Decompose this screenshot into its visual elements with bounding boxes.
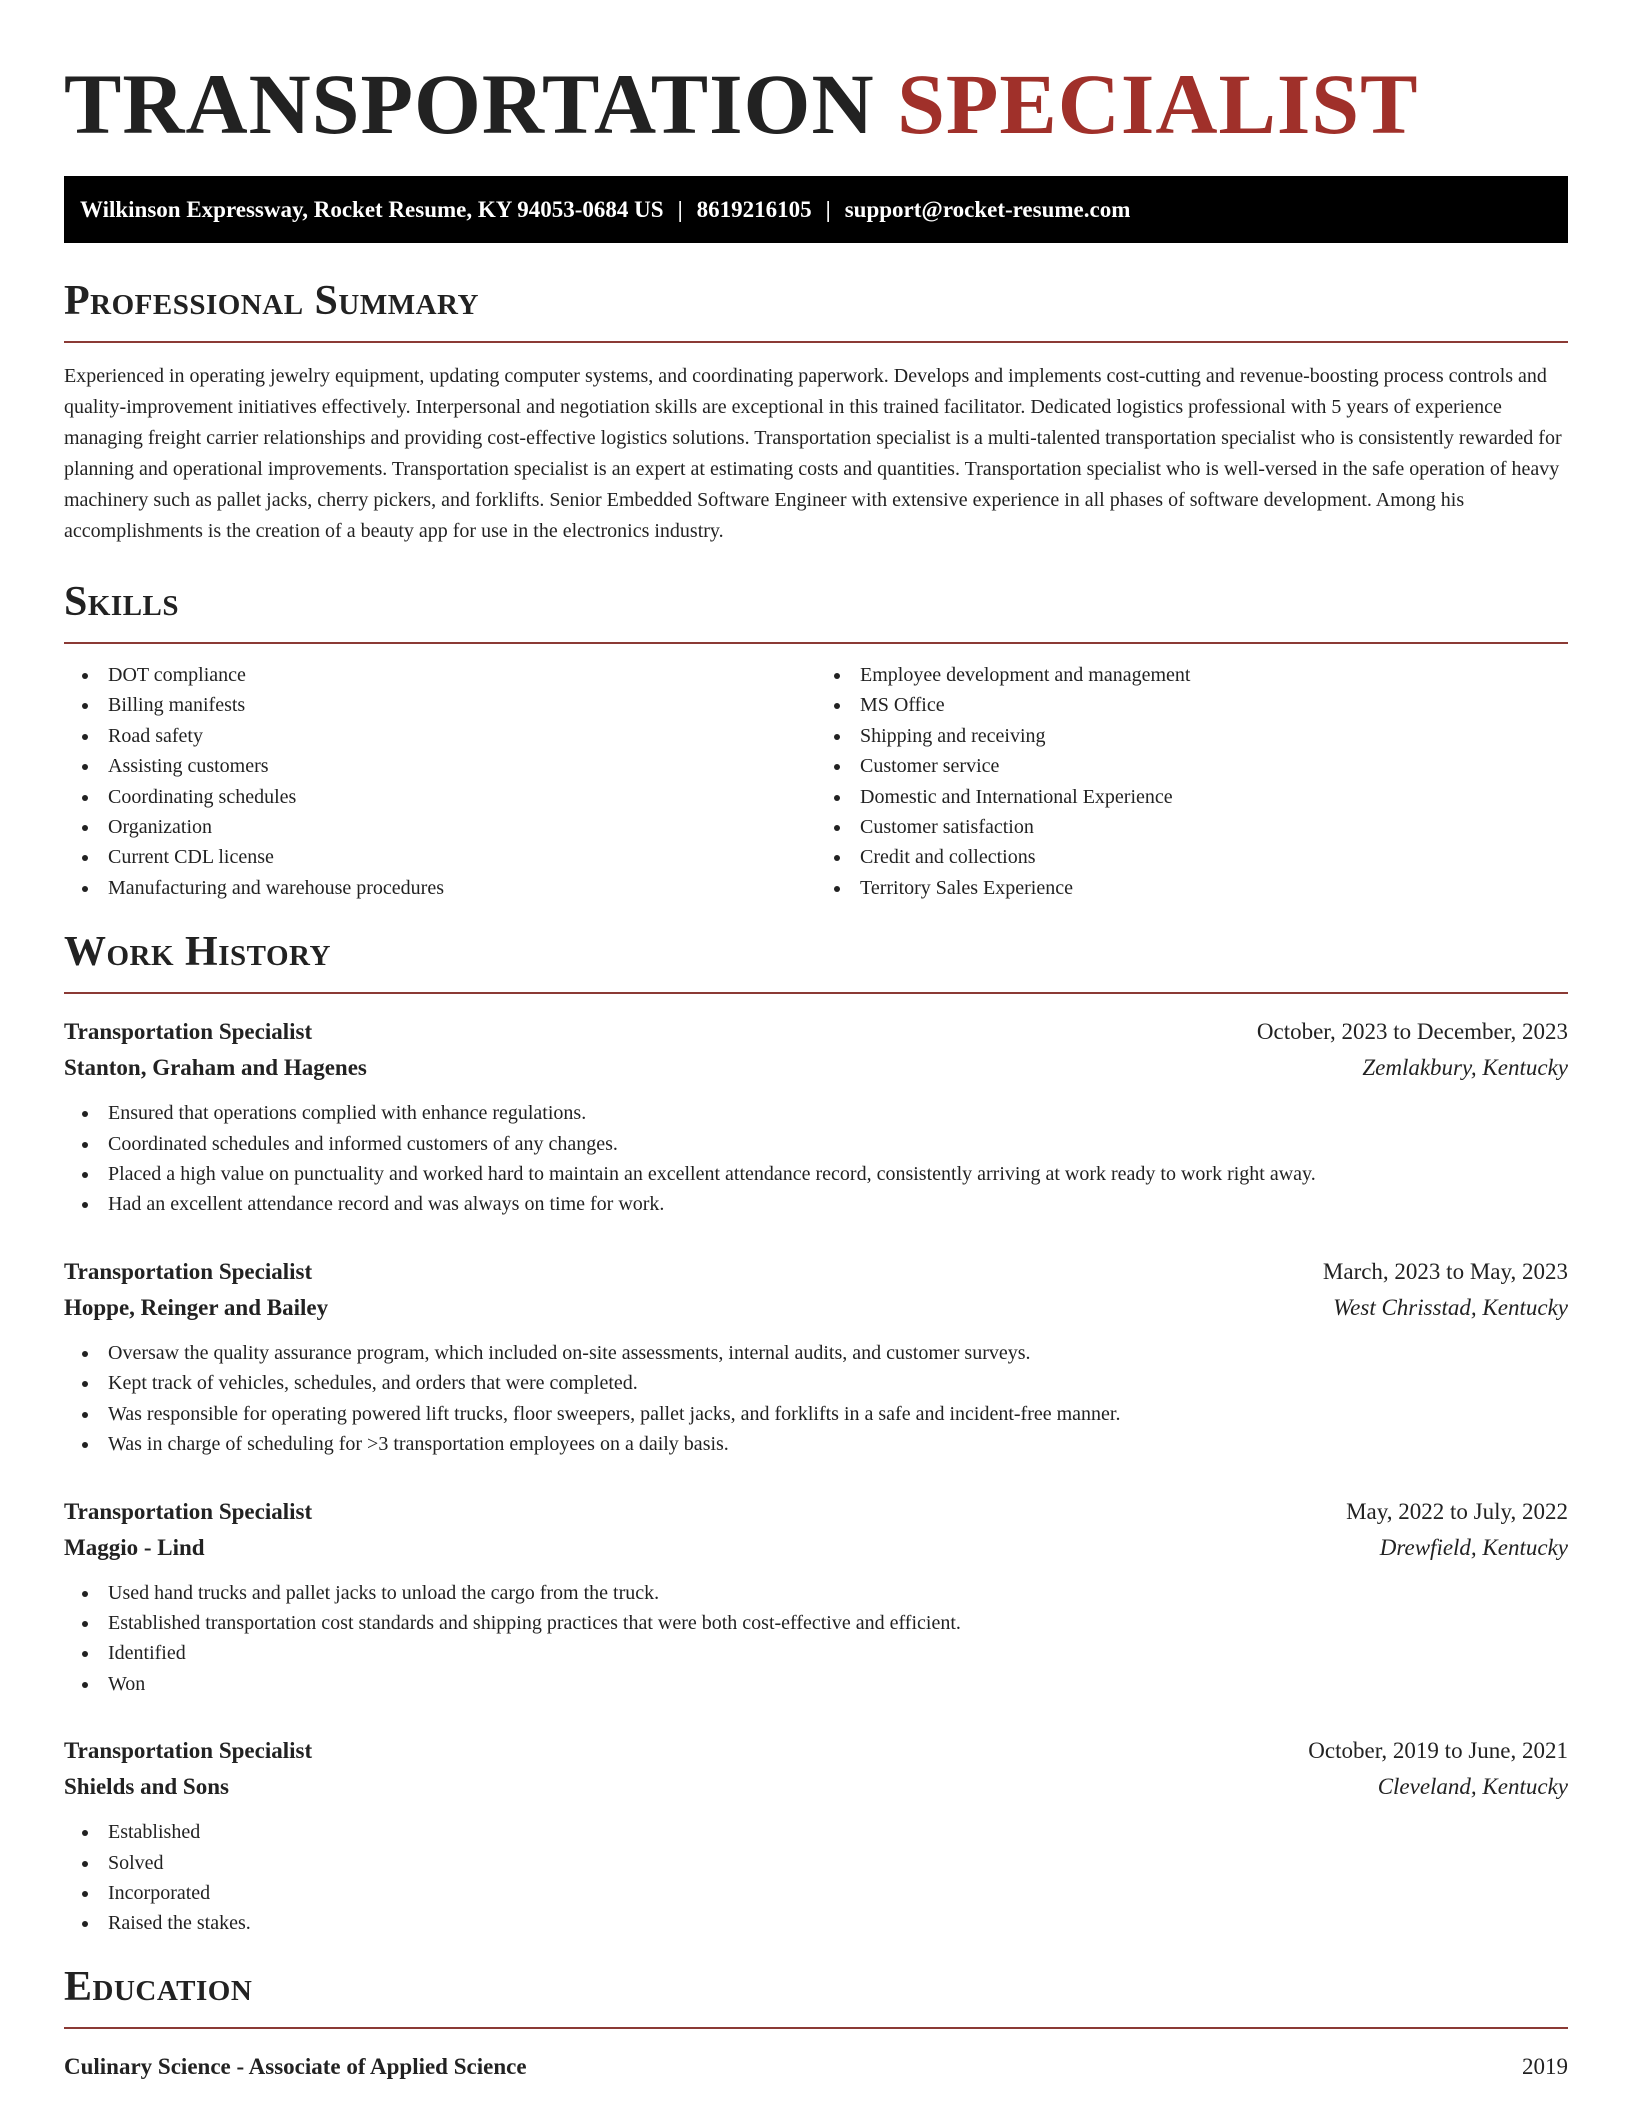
section-divider	[64, 341, 1568, 343]
job-location: Zemlakbury, Kentucky	[1362, 1055, 1568, 1081]
job-location: Cleveland, Kentucky	[1377, 1774, 1568, 1800]
education-heading: Education	[64, 1963, 253, 2010]
job-bullet: Ensured that operations complied with enhance regulations.	[64, 1098, 1568, 1128]
job-bullet: Kept track of vehicles, schedules, and orders that were completed.	[64, 1368, 1568, 1398]
job-company: Stanton, Graham and Hagenes	[64, 1055, 367, 1081]
job-bullet: Was responsible for operating powered lift trucks, floor sweepers, pallet jacks, and forklifts in a safe and incident-free manner.	[64, 1399, 1568, 1429]
contact-bar	[64, 176, 1568, 243]
job-location: Drewfield, Kentucky	[1379, 1534, 1568, 1560]
job-title: Transportation Specialist	[64, 1498, 313, 1524]
skill-item: Customer satisfaction	[816, 812, 1568, 842]
education-section	[64, 1963, 1568, 2085]
skill-item: Employee development and management	[816, 660, 1568, 690]
contact-separator: |	[825, 197, 831, 222]
skills-heading: Skills	[64, 579, 180, 625]
job-dates: October, 2019 to June, 2021	[1308, 1738, 1568, 1764]
skill-item: DOT compliance	[64, 660, 816, 690]
job-dates: October, 2023 to December, 2023	[1256, 1019, 1568, 1045]
job-bullet: Coordinated schedules and informed customers of any changes.	[64, 1129, 1568, 1159]
job-bullets	[64, 1338, 1568, 1460]
job-title: Transportation Specialist	[64, 1738, 313, 1764]
section-divider	[64, 2027, 1568, 2029]
job-bullets	[64, 1098, 1568, 1220]
summary-heading: Professional Summary	[64, 278, 479, 324]
job-company: Maggio - Lind	[64, 1534, 205, 1560]
skill-item: Credit and collections	[816, 842, 1568, 872]
job-entry	[64, 1014, 1568, 1220]
skill-item: Assisting customers	[64, 751, 816, 781]
job-subheader-row	[64, 1530, 1568, 1566]
section-divider	[64, 992, 1568, 994]
job-dates: March, 2023 to May, 2023	[1322, 1258, 1568, 1284]
job-entry	[64, 1494, 1568, 1700]
job-header-row	[64, 1494, 1568, 1530]
skills-grid	[64, 660, 1568, 903]
skill-item: Billing manifests	[64, 690, 816, 720]
job-subheader-row	[64, 1769, 1568, 1805]
job-bullet: Raised the stakes.	[64, 1908, 1568, 1938]
skill-item: MS Office	[816, 690, 1568, 720]
job-bullets	[64, 1817, 1568, 1939]
job-bullets	[64, 1578, 1568, 1700]
skill-item: Shipping and receiving	[816, 721, 1568, 751]
summary-text: Experienced in operating jewelry equipment, updating computer systems, and coordinating paperwork. Develops and implements cost-cutting and revenue-boosting process controls and quality-improvement initiatives effectively. Interpersonal and negotiation skills are exceptional in this trained facilitator. Dedicated logistics professional with 5 years of experience managing freight carrier relationships and providing cost-effective logistics solutions. Transportation specialist is a multi-talented transportation specialist who is consistently rewarded for planning and operational improvements. Transportation specialist is an expert at estimating costs and quantities. Transportation specialist who is well-versed in the safe operation of heavy machinery such as pallet jacks, cherry pickers, and forklifts. Senior Embedded Software Engineer with extensive experience in all phases of software development. Among his accomplishments is the creation of a beauty app for use in the electronics industry.	[64, 365, 1562, 542]
job-bullet: Identified	[64, 1638, 1568, 1668]
skills-section	[64, 578, 1568, 903]
job-entry	[64, 1733, 1568, 1939]
skill-item: Manufacturing and warehouse procedures	[64, 873, 816, 903]
name-last: SPECIALIST	[897, 56, 1419, 152]
skill-item: Customer service	[816, 751, 1568, 781]
job-bullet: Established	[64, 1817, 1568, 1847]
job-bullet: Oversaw the quality assurance program, which included on-site assessments, internal audits, and customer surveys.	[64, 1338, 1568, 1368]
skills-list-left	[64, 660, 816, 903]
job-company: Shields and Sons	[64, 1774, 229, 1800]
job-bullet: Had an excellent attendance record and was always on time for work.	[64, 1189, 1568, 1219]
education-entry	[64, 2049, 1568, 2085]
job-bullet: Won	[64, 1669, 1568, 1699]
education-year: 2019	[1522, 2053, 1568, 2079]
summary-section	[64, 277, 1568, 547]
job-bullet: Placed a high value on punctuality and worked hard to maintain an excellent attendance record, consistently arriving at work ready to work right away.	[64, 1159, 1568, 1189]
skill-item: Current CDL license	[64, 842, 816, 872]
skills-list-right	[816, 660, 1568, 903]
work-history-heading: Work History	[64, 929, 331, 976]
job-title: Transportation Specialist	[64, 1019, 313, 1045]
job-title: Transportation Specialist	[64, 1258, 313, 1284]
skill-item: Organization	[64, 812, 816, 842]
job-bullet: Established transportation cost standards and shipping practices that were both cost-effective and efficient.	[64, 1608, 1568, 1638]
skill-item: Domestic and International Experience	[816, 782, 1568, 812]
job-bullet: Used hand trucks and pallet jacks to unload the cargo from the truck.	[64, 1578, 1568, 1608]
skill-item: Territory Sales Experience	[816, 873, 1568, 903]
job-company: Hoppe, Reinger and Bailey	[64, 1294, 329, 1320]
job-dates: May, 2022 to July, 2022	[1346, 1498, 1568, 1524]
contact-email[interactable]: support@rocket-resume.com	[844, 197, 1131, 222]
job-bullet: Solved	[64, 1848, 1568, 1878]
job-bullet: Incorporated	[64, 1878, 1568, 1908]
work-history-section	[64, 928, 1568, 1939]
contact-address: Wilkinson Expressway, Rocket Resume, KY 94053-0684 US	[80, 197, 664, 222]
contact-separator: |	[677, 197, 683, 222]
skill-item: Road safety	[64, 721, 816, 751]
job-entry	[64, 1254, 1568, 1460]
job-header-row	[64, 1733, 1568, 1769]
job-subheader-row	[64, 1290, 1568, 1326]
section-divider	[64, 642, 1568, 644]
job-bullet: Was in charge of scheduling for >3 transportation employees on a daily basis.	[64, 1429, 1568, 1459]
job-subheader-row	[64, 1050, 1568, 1086]
skill-item: Coordinating schedules	[64, 782, 816, 812]
resume-name	[64, 0, 1568, 154]
job-location: West Chrisstad, Kentucky	[1333, 1294, 1568, 1320]
contact-phone: 8619216105	[696, 197, 812, 222]
job-header-row	[64, 1254, 1568, 1290]
name-first: TRANSPORTATION	[64, 56, 875, 152]
job-header-row	[64, 1014, 1568, 1050]
education-degree: Culinary Science - Associate of Applied Science	[64, 2053, 527, 2079]
